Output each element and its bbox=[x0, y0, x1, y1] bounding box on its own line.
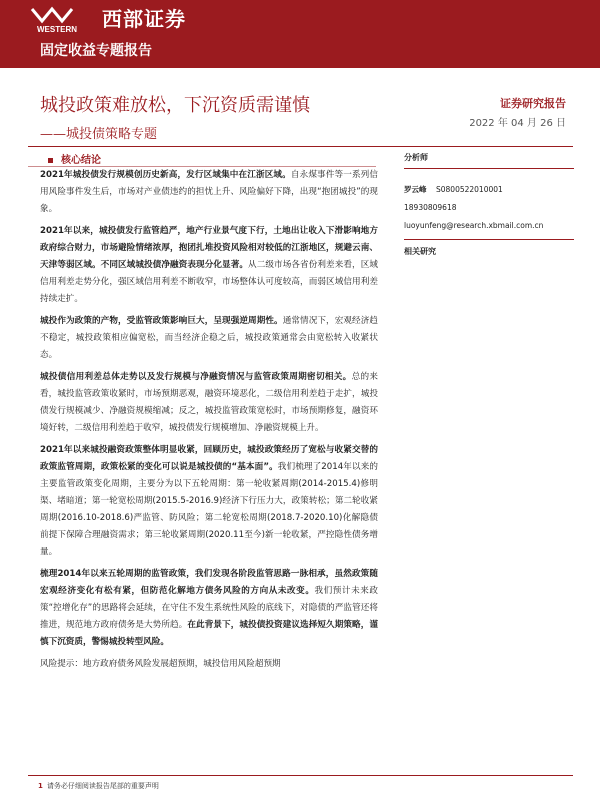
key-point-text: 梳理2014年以来五轮周期的监管政策，我们发现各阶段监管思路一脉相承，虽然政策随宏观经济变化有松有紧，但防范化解地方债务风险的方向从未改变。 bbox=[40, 569, 378, 596]
body-text: 通常情况下，宏观经济趋不稳定，城投政策相应偏宽松，而当经济企稳之后，城投政策通常会由宽松转入收紧状态。 bbox=[40, 316, 378, 360]
title-divider bbox=[28, 146, 573, 147]
header-banner bbox=[0, 0, 600, 68]
disclaimer-note: 请务必仔细阅读报告尾部的重要声明 bbox=[46, 782, 159, 790]
sidebar bbox=[404, 152, 574, 257]
key-point-text: 2021年以来，城投债发行监管趋严，地产行业景气度下行，土地出让收入下滑影响地方政府综合财力，市场避险情绪浓厚，抱团扎堆投资风险相对较低的江浙地区，规避云南、天津等弱区域。不同区域城投债净融资表现分化显著。 bbox=[40, 226, 378, 270]
main-body bbox=[40, 167, 378, 678]
body-paragraph bbox=[40, 167, 378, 218]
risk-warning: 风险提示：地方政府债务风险发展超预期，城投信用风险超预期 bbox=[40, 659, 281, 669]
analyst-info bbox=[404, 181, 574, 235]
svg-text:WESTERN: WESTERN bbox=[37, 25, 77, 34]
body-text: 总的来看，城投监管政策收紧时，市场预期恶观，融资环境恶化，二级信用利差趋于走扩，城投债发行规模减少、净融资规模缩减；反之，城投监管政策宽松时，市场预期修复，融资环境好转，二级信用利差趋于收窄，城投债发行规模增加、净融资规模上升。 bbox=[40, 372, 378, 433]
key-point-text: 城投债信用利差总体走势以及发行规模与净融资情况与监管政策周期密切相关。 bbox=[40, 372, 352, 382]
report-date: 2022 年 04 月 26 日 bbox=[469, 118, 566, 129]
bullet-icon bbox=[48, 158, 53, 163]
related-research-title: 相关研究 bbox=[404, 247, 436, 256]
analyst-email[interactable]: luoyunfeng@research.xbmail.com.cn bbox=[404, 221, 544, 230]
western-logo-icon bbox=[22, 5, 92, 35]
analyst-section-title: 分析师 bbox=[404, 152, 574, 169]
body-paragraph bbox=[40, 442, 378, 561]
key-point-text: 2021年以来城投融资政策整体明显收紧，回顾历史，城投政策经历了宽松与收紧交替的政策监管周期，政策松紧的变化可以说是城投债的“基本面”。 bbox=[40, 445, 378, 472]
analyst-phone: 18930809618 bbox=[404, 203, 457, 212]
report-category: 固定收益专题报告 bbox=[40, 43, 152, 59]
footer-divider bbox=[28, 775, 573, 776]
sidebar-divider bbox=[404, 239, 574, 240]
brand-name: 西部证券 bbox=[102, 7, 186, 31]
body-text: 我们预计未来政策“控增化存”的思路将会延续，在守住不发生系统性风险的底线下，对隐债的严监管还将推进，规范地方政府债务是大势所趋。 bbox=[40, 586, 378, 630]
body-paragraph bbox=[40, 566, 378, 651]
page-number: 1 bbox=[38, 782, 43, 790]
page-title: 城投政策难放松，下沉资质需谨慎 bbox=[40, 95, 310, 116]
key-point-text: 2021年城投债发行规模创历史新高，发行区域集中在江浙区域。 bbox=[40, 170, 291, 180]
body-text: 从二级市场各省份利差来看，区域信用利差走势分化，强区域信用利差不断收窄，市场整体认可度较高，而弱区域信用利差持续走扩。 bbox=[40, 260, 378, 304]
report-type-label: 证券研究报告 bbox=[500, 97, 566, 110]
analyst-name: 罗云峰 bbox=[404, 185, 427, 194]
footer bbox=[38, 781, 159, 791]
body-text: 自永煤事件等一系列信用风险事件发生后，市场对产业债违约的担忧上升、风险偏好下降，出现“抱团城投”的现象。 bbox=[40, 170, 378, 214]
section-title: 核心结论 bbox=[48, 151, 101, 166]
license-number: S0800522010001 bbox=[436, 185, 503, 194]
key-point-text: 在此背景下，城投债投资建议选择短久期策略，谨慎下沉资质，警惕城投转型风险。 bbox=[40, 620, 378, 647]
body-paragraph bbox=[40, 369, 378, 437]
body-text: 我们梳理了2014年以来的主要监管政策变化周期，主要分为以下五轮周期：第一轮收紧周期(2014-2015.4)修明渠、堵暗道；第一轮宽松周期(2015.5-2016.9)经济下行压力大，政策转松；第二轮收紧周期(2016.10-2018.6)严监管、防风险；第二轮宽松周期(2018.7-2020.10)化解隐债前提下保障合理融资需求；第三轮收紧周期(2020.11至今)新一轮收紧，严控隐性债务增量。 bbox=[40, 462, 378, 557]
body-paragraph bbox=[40, 313, 378, 364]
body-paragraph bbox=[40, 223, 378, 308]
key-point-text: 城投作为政策的产物，受监管政策影响巨大，呈现强逆周期性。 bbox=[40, 316, 283, 326]
page-subtitle: ——城投债策略专题 bbox=[40, 127, 158, 142]
